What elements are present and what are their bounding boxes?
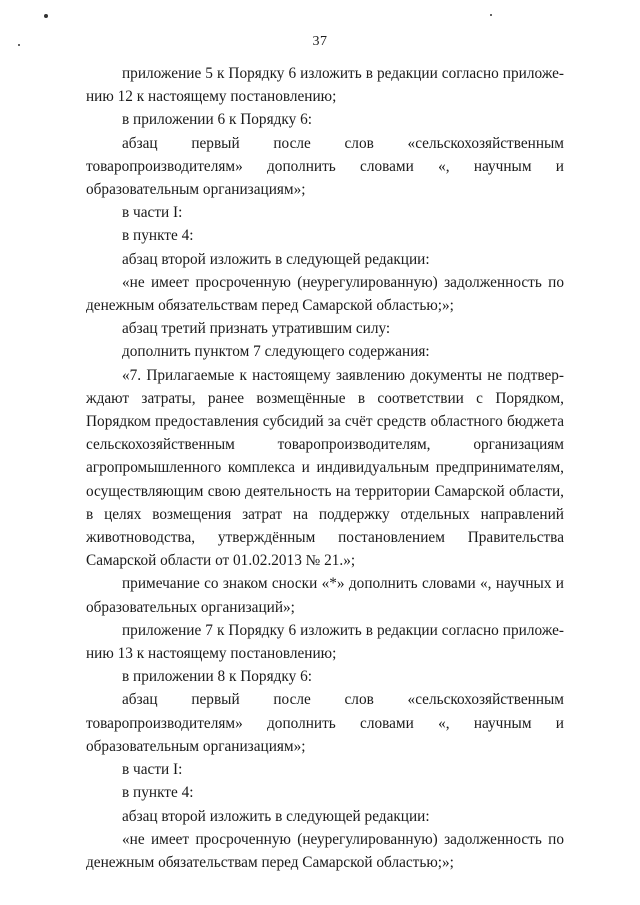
paragraph: в части I: bbox=[122, 761, 183, 779]
paragraph: в части I: bbox=[122, 204, 183, 222]
scan-speck-mark bbox=[490, 14, 492, 16]
paragraph: дополнить пунктом 7 следующего содержания: bbox=[122, 343, 430, 361]
paragraph: примечание со знаком сноски «*» дополнить словами «, научных и образовательных организаций»; bbox=[86, 575, 564, 616]
scan-dot-mark bbox=[44, 14, 48, 18]
paragraph: в пункте 4: bbox=[122, 784, 194, 802]
paragraph: в приложении 8 к Порядку 6: bbox=[122, 668, 312, 686]
paragraph: «7. Прилагаемые к настоящему заявлению документы не подтверждают затраты, ранее возмещённые в соответствии с Порядком, Порядком предоставления субсидий за счёт средств областного бюджета сельскохозяйственным товаропроизводителям, организациям агропромышленного комплекса и индивидуальным предпринимателям, осуществляющим свою деятельность на территории Самарской области, в целях возмещения затрат на поддержку отдельных направлений животноводства, утверждённым постановлением Правительства Самарской области от 01.02.2013 № 21.»; bbox=[86, 366, 564, 570]
paragraph: «не имеет просроченную (неурегулированную) задолженность по денежным обязательствам перед Самарской областью;»; bbox=[86, 830, 564, 871]
paragraph: абзац второй изложить в следующей редакции: bbox=[122, 250, 430, 268]
paragraph: абзац первый после слов «сельскохозяйственным товаропроизводителям» дополнить словами «, научным и образовательным организациям»; bbox=[86, 134, 564, 199]
paragraph: приложение 5 к Порядку 6 изложить в редакции согласно приложению 12 к настоящему постановлению; bbox=[86, 65, 564, 106]
paragraph: в приложении 6 к Порядку 6: bbox=[122, 111, 312, 129]
paragraph: приложение 7 к Порядку 6 изложить в редакции согласно приложению 13 к настоящему постановлению; bbox=[86, 621, 564, 663]
document-body bbox=[86, 62, 564, 874]
paragraph: абзац первый после слов «сельскохозяйственным товаропроизводителям» дополнить словами «, научным и образовательным организациям»; bbox=[86, 691, 564, 755]
paragraph: абзац третий признать утратившим силу: bbox=[122, 320, 391, 338]
page-number: 37 bbox=[312, 34, 328, 49]
paragraph: «не имеет просроченную (неурегулированную) задолженность по денежным обязательствам перед Самарской областью;»; bbox=[86, 273, 564, 315]
paragraph: в пункте 4: bbox=[122, 227, 194, 245]
paragraph: абзац второй изложить в следующей редакции: bbox=[122, 807, 430, 825]
